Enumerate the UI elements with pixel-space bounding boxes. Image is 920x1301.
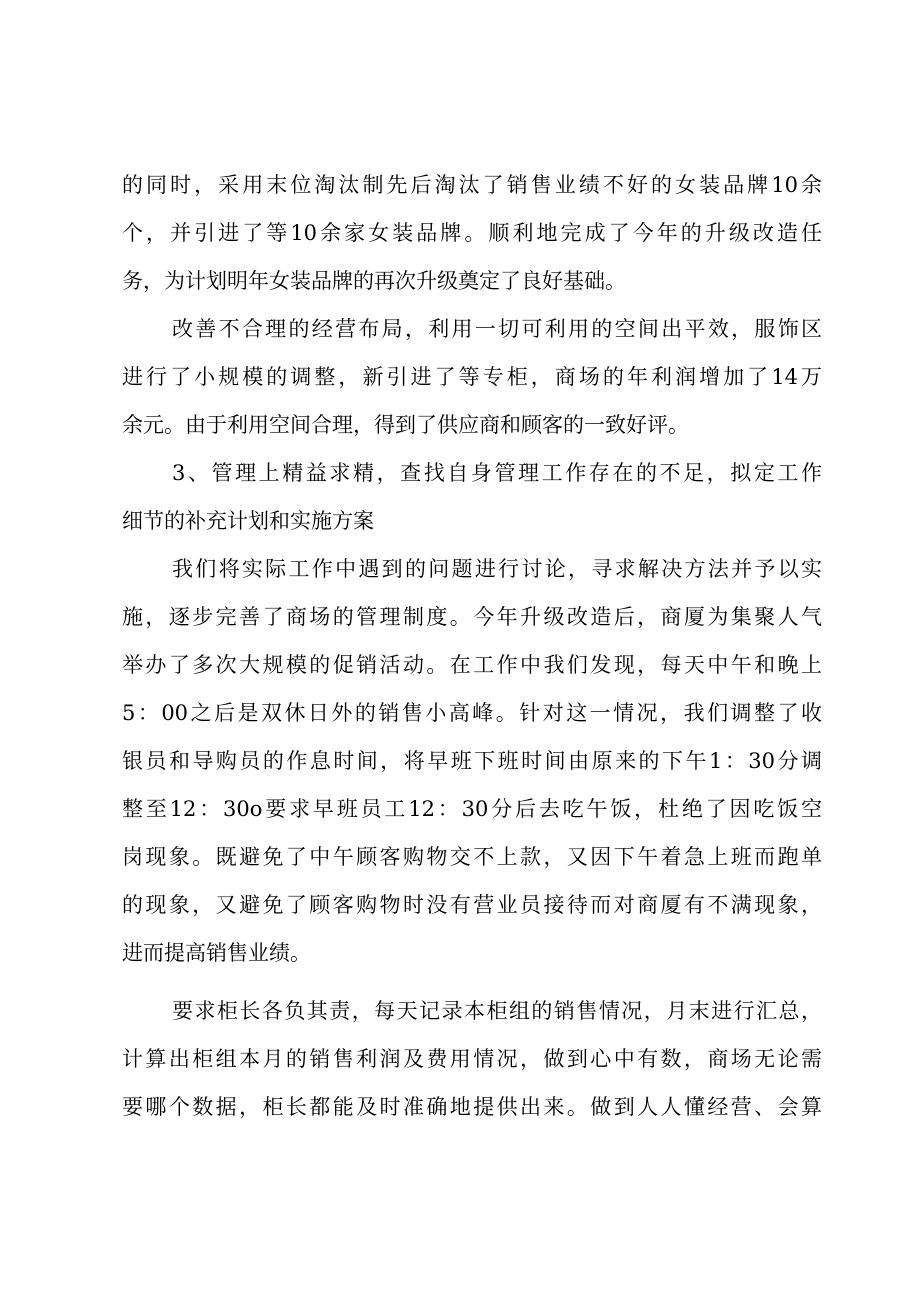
text-line: 我们将实际工作中遇到的问题进行讨论，寻求解决方法并予以实	[172, 557, 822, 581]
text-line: 3、管理上精益求精，查找自身管理工作存在的不足，拟定工作	[172, 461, 822, 485]
paragraph	[122, 449, 822, 545]
text-line: 改善不合理的经营布局，利用一切可利用的空间出平效，服饰区	[172, 317, 822, 341]
paragraph	[122, 161, 822, 305]
text-line: 整至12：30o要求早班员工12：30分后去吃午饭，杜绝了因吃饭空	[122, 797, 822, 821]
text-line: 进而提高销售业绩。	[122, 941, 311, 965]
text-line: 岗现象。既避免了中午顾客购物交不上款，又因下午着急上班而跑单	[122, 845, 822, 869]
text-line: 的同时，采用末位淘汰制先后淘汰了销售业绩不好的女装品牌10余	[122, 173, 822, 197]
text-line: 余元。由于利用空间合理，得到了供应商和顾客的一致好评。	[122, 413, 689, 437]
text-line: 个，并引进了等10余家女装品牌。顺利地完成了今年的升级改造任	[122, 221, 822, 245]
text-line: 计算出柜组本月的销售利润及费用情况，做到心中有数，商场无论需	[122, 1047, 822, 1071]
text-line: 要求柜长各负其责，每天记录本柜组的销售情况，月末进行汇总，	[172, 999, 822, 1023]
paragraph	[122, 305, 822, 449]
text-line: 进行了小规模的调整，新引进了等专柜，商场的年利润增加了14万	[122, 365, 822, 389]
paragraph-gap	[122, 977, 822, 987]
text-line: 举办了多次大规模的促销活动。在工作中我们发现，每天中午和晚上	[122, 653, 822, 677]
text-line: 细节的补充计划和实施方案	[122, 509, 374, 533]
text-line: 银员和导购员的作息时间，将早班下班时间由原来的下午1：30分调	[122, 749, 822, 773]
text-line: 施，逐步完善了商场的管理制度。今年升级改造后，商厦为集聚人气	[122, 605, 822, 629]
paragraph	[122, 545, 822, 977]
text-line: 5：00之后是双休日外的销售小高峰。针对这一情况，我们调整了收	[122, 701, 822, 725]
document-body	[122, 161, 822, 1131]
text-line: 的现象，又避免了顾客购物时没有营业员接待而对商厦有不满现象，	[122, 893, 822, 917]
text-line: 务，为计划明年女装品牌的再次升级奠定了良好基础。	[122, 269, 626, 293]
paragraph	[122, 987, 822, 1131]
text-line: 要哪个数据，柜长都能及时准确地提供出来。做到人人懂经营、会算	[122, 1095, 822, 1119]
